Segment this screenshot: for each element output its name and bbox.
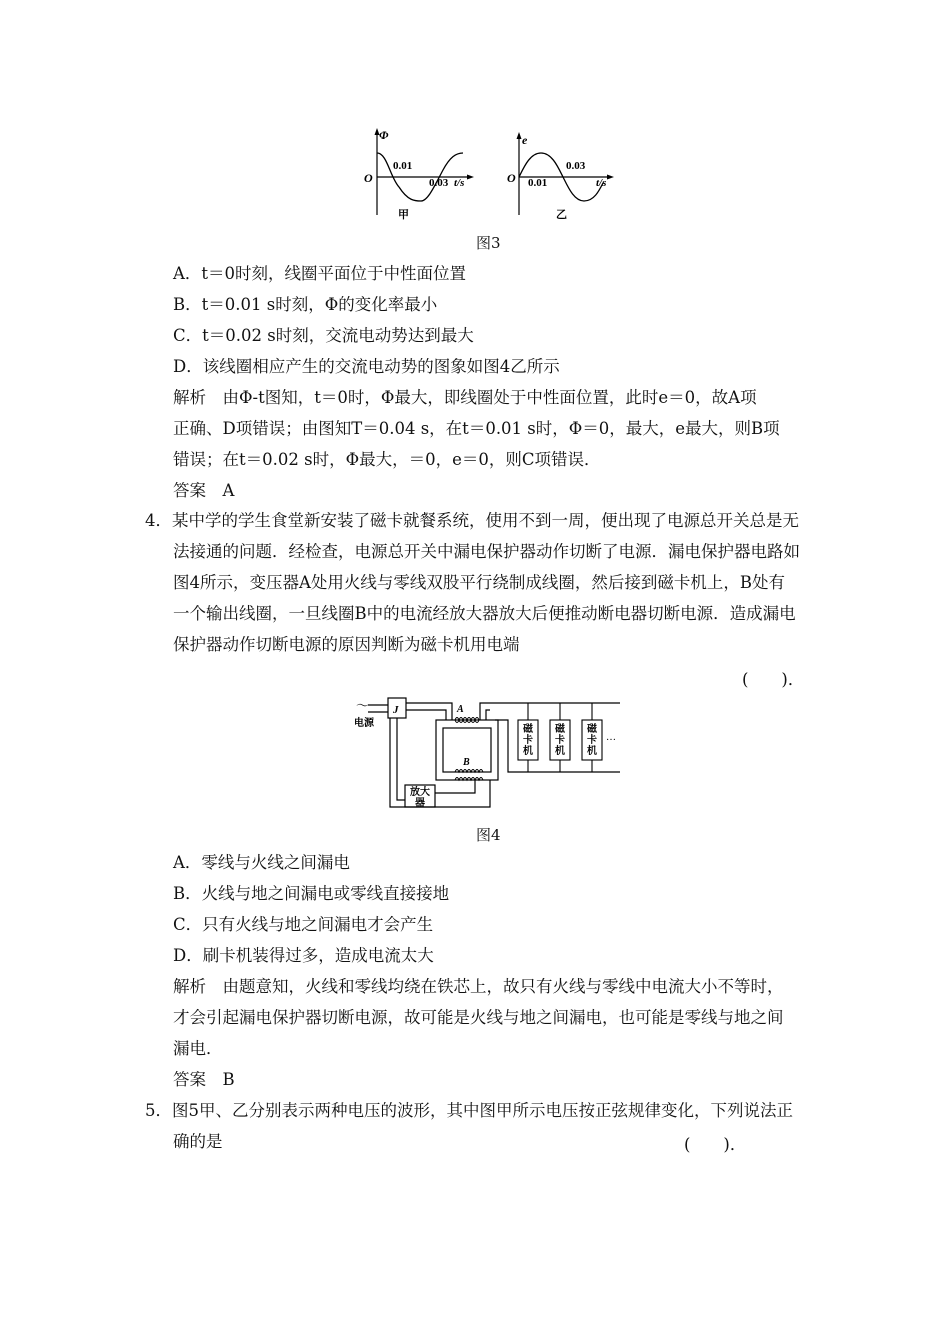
q4-stem-line-1: 4．某中学的学生食堂新安装了磁卡就餐系统，使用不到一周，便出现了电源总开关总是无 [145, 511, 799, 530]
q3-analysis-line-2: 正确、D项错误；由图知T＝0.04 s，在t＝0.01 s时，Φ＝0，最大，e最大，则B项 [173, 419, 780, 438]
q4-analysis-line-3: 漏电． [173, 1039, 223, 1058]
tick-0.01: 0.01 [528, 177, 548, 189]
card-machine-char-1: 磁 [555, 724, 565, 735]
q5-stem-line-2: 确的是 [173, 1132, 223, 1151]
figure-3-caption: 图3 [476, 234, 501, 252]
q4-stem-line-5: 保护器动作切断电源的原因判断为磁卡机用电端 [173, 635, 520, 654]
card-machine-char-2: 卡 [587, 735, 597, 746]
tick-0.01: 0.01 [393, 160, 413, 172]
q4-option-a: A．零线与火线之间漏电 [173, 853, 350, 872]
q3-analysis-line-3: 错误；在t＝0.02 s时，Φ最大，＝0，e＝0，则C项错误． [173, 450, 601, 469]
q5-answer-blank: ( )． [684, 1135, 747, 1154]
graph-e-t [507, 132, 614, 221]
q4-stem-line-2: 法接通的问题．经检查，电源总开关中漏电保护器动作切断了电源．漏电保护器电路如 [173, 542, 800, 561]
source-label: 电源 [354, 718, 374, 729]
q3-option-d: D．该线圈相应产生的交流电动势的图象如图4乙所示 [173, 357, 560, 376]
amplifier-label-1: 放大 [410, 787, 430, 798]
coil-a [455, 718, 479, 723]
more-machines-ellipsis: … [606, 732, 616, 743]
switch-j-label: J [393, 704, 399, 716]
coil-a-label: A [457, 704, 464, 715]
coil-b-label: B [463, 757, 470, 768]
subfig-label: 甲 [398, 209, 409, 221]
graph-phi-t [364, 128, 474, 221]
subfig-label: 乙 [556, 209, 567, 221]
figure-4-caption: 图4 [476, 826, 501, 844]
q4-option-d: D．刷卡机装得过多，造成电流太大 [173, 946, 434, 965]
card-machine-char-1: 磁 [587, 724, 597, 735]
figure-3 [360, 125, 620, 225]
card-machine-char-3: 机 [587, 746, 597, 757]
card-machine-char-2: 卡 [523, 735, 533, 746]
amplifier-label-2: 器 [415, 798, 425, 809]
card-machine-char-1: 磁 [523, 724, 533, 735]
coil-b [455, 770, 483, 781]
phi-axis-label: Φ [379, 128, 389, 142]
figure-4-circuit [350, 690, 630, 815]
card-machine-char-2: 卡 [555, 735, 565, 746]
q4-option-c: C．只有火线与地之间漏电才会产生 [173, 915, 434, 934]
q3-option-a: A．t＝0时刻，线圈平面位于中性面位置 [173, 264, 467, 283]
q3-answer: 答案 A [173, 481, 235, 500]
t-axis-label: t/s [596, 177, 607, 189]
q4-analysis-line-1: 解析 由题意知，火线和零线均绕在铁芯上，故只有火线与零线中电流大小不等时， [173, 977, 784, 996]
q4-option-b: B．火线与地之间漏电或零线直接接地 [173, 884, 450, 903]
tick-0.03: 0.03 [566, 160, 586, 172]
card-machine-char-3: 机 [555, 746, 565, 757]
q5-stem-line-1: 5．图5甲、乙分别表示两种电压的波形，其中图甲所示电压按正弦规律变化，下列说法正 [145, 1101, 793, 1120]
q3-option-c: C．t＝0.02 s时刻，交流电动势达到最大 [173, 326, 474, 345]
q4-stem-line-3: 图4所示，变压器A处用火线与零线双股平行绕制成线圈，然后接到磁卡机上，B处有 [173, 573, 786, 592]
q4-answer: 答案 B [173, 1070, 235, 1089]
e-axis-label: e [522, 133, 528, 147]
q4-answer-blank: ( )． [742, 670, 805, 689]
q4-analysis-line-2: 才会引起漏电保护器切断电源，故可能是火线与地之间漏电，也可能是零线与地之间 [173, 1008, 784, 1027]
t-axis-label: t/s [454, 177, 465, 189]
q4-stem-line-4: 一个输出线圈，一旦线圈B中的电流经放大器放大后便推动断电器切断电源．造成漏电 [173, 604, 796, 623]
q3-option-b: B．t＝0.01 s时刻，Φ的变化率最小 [173, 295, 438, 314]
ac-source-symbol: ～ [356, 698, 370, 713]
origin-label: O [364, 171, 373, 185]
q3-analysis-line-1: 解析 由Φ-t图知，t＝0时，Φ最大，即线圈处于中性面位置，此时e＝0，故A项 [173, 388, 757, 407]
origin-label: O [507, 171, 516, 185]
card-machine-char-3: 机 [523, 746, 533, 757]
tick-0.03: 0.03 [429, 177, 449, 189]
